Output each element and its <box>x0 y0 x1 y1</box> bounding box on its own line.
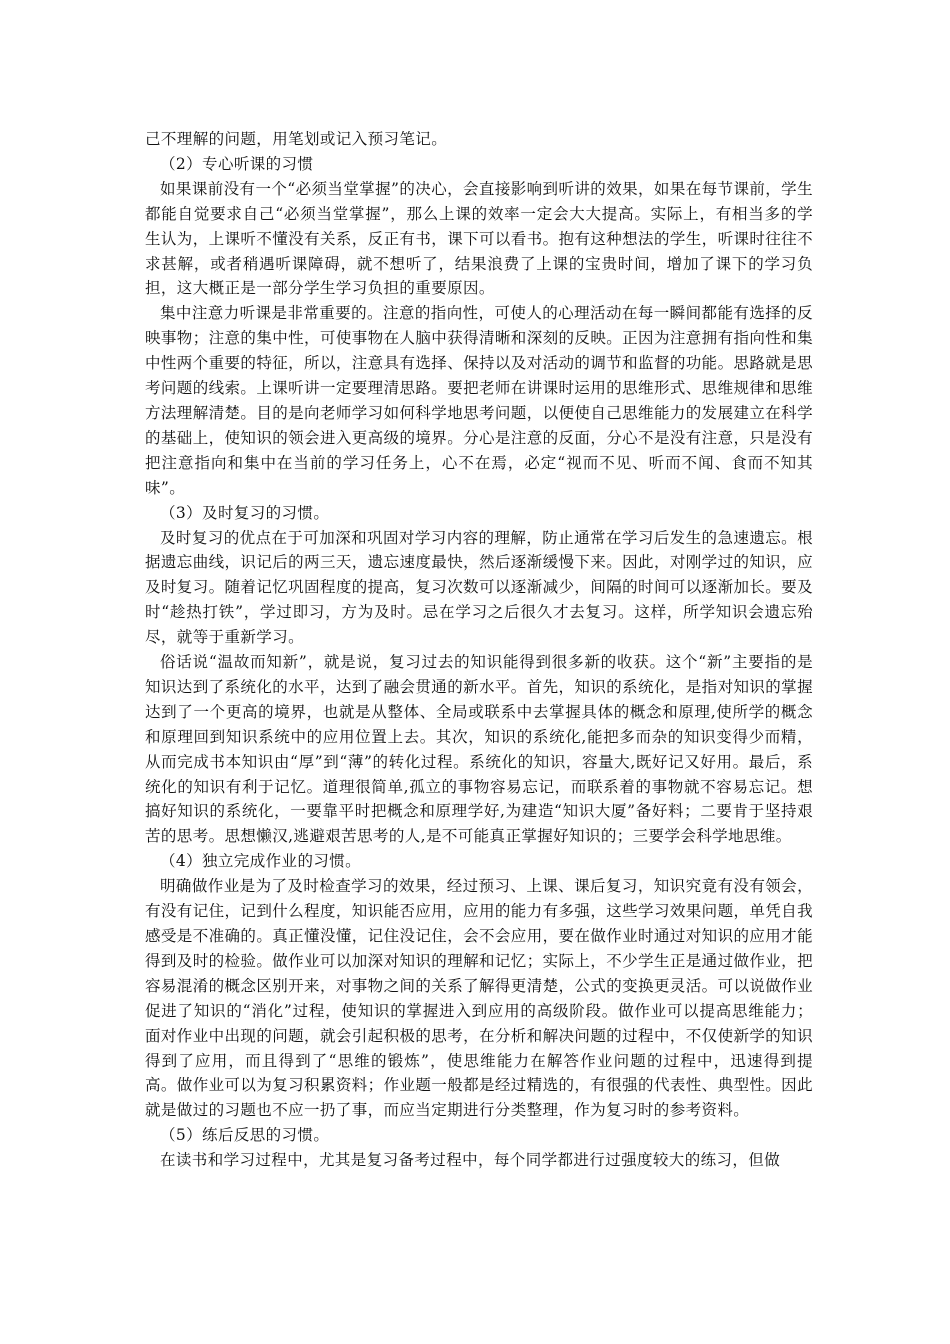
paragraph: 俗话说“温故而知新”，就是说，复习过去的知识能得到很多新的收获。这个“新”主要指的是知识达到了系统化的水平，达到了融会贯通的新水平。首先，知识的系统化，是指对知识的掌握达到了一个更高的境界，也就是从整体、全局或联系中去掌握具体的概念和原理,使所学的概念和原理回到知识系统中的应用位置上去。其次，知识的系统化,能把多而杂的知识变得少而精，从而完成书本知识由“厚”到“薄”的转化过程。系统化的知识，容量大,既好记又好用。最后，系统化的知识有利于记忆。道理很简单,孤立的事物容易忘记，而联系着的事物就不容易忘记。想搞好知识的系统化，一要靠平时把概念和原理学好,为建造“知识大厦”备好料；二要肯于坚持艰苦的思考。思想懒汉,逃避艰苦思考的人,是不可能真正掌握好知识的；三要学会科学地思维。 <box>145 653 813 846</box>
paragraph: 明确做作业是为了及时检查学习的效果，经过预习、上课、课后复习，知识究竟有没有领会，有没有记住，记到什么程度，知识能否应用，应用的能力有多强，这些学习效果问题，单凭自我感受是不准确的。真正懂没懂，记住没记住，会不会应用，要在做作业时通过对知识的应用才能得到及时的检验。做作业可以加深对知识的理解和记忆；实际上，不少学生正是通过做作业，把容易混淆的概念区别开来，对事物之间的关系了解得更清楚，公式的变换更灵活。可以说做作业促进了知识的“消化”过程，使知识的掌握进入到应用的高级阶段。做作业可以提高思维能力；面对作业中出现的问题，就会引起积极的思考，在分析和解决问题的过程中，不仅使新学的知识得到了应用，而且得到了“思维的锻炼”，使思维能力在解答作业问题的过程中，迅速得到提高。做作业可以为复习积累资料；作业题一般都是经过精选的，有很强的代表性、典型性。因此就是做过的习题也不应一扔了事，而应当定期进行分类整理，作为复习时的参考资料。 <box>145 877 813 1120</box>
paragraph: 在读书和学习过程中，尤其是复习备考过程中，每个同学都进行过强度较大的练习，但做 <box>160 1151 781 1170</box>
section-heading-3: （3）及时复习的习惯。 <box>160 503 330 522</box>
paragraph-continuation: 己不理解的问题，用笔划或记入预习笔记。 <box>145 130 448 148</box>
paragraph: 如果课前没有一个“必须当堂掌握”的决心，会直接影响到听讲的效果，如果在每节课前，学生都能自觉要求自己“必须当堂掌握”，那么上课的效率一定会大大提高。实际上，有相当多的学生认为，上课听不懂没有关系，反正有书，课下可以看书。抱有这种想法的学生，听课时往往不求甚解，或者稍遇听课障碍，就不想听了，结果浪费了上课的宝贵时间，增加了课下的学习负担，这大概正是一部分学生学习负担的重要原因。 <box>145 179 813 298</box>
section-heading-5: （5）练后反思的习惯。 <box>160 1126 330 1145</box>
document-body <box>145 127 813 1173</box>
paragraph: 及时复习的优点在于可加深和巩固对学习内容的理解，防止通常在学习后发生的急速遗忘。根据遗忘曲线，识记后的两三天，遗忘速度最快，然后逐渐缓慢下来。因此，对刚学过的知识，应及时复习。随着记忆巩固程度的提高，复习次数可以逐渐减少，间隔的时间可以逐渐加长。要及时“趁热打铁”，学过即习，方为及时。忌在学习之后很久才去复习。这样，所学知识会遗忘殆尽，就等于重新学习。 <box>145 528 813 647</box>
section-heading-4: （4）独立完成作业的习惯。 <box>160 852 362 871</box>
paragraph: 集中注意力听课是非常重要的。注意的指向性，可使人的心理活动在每一瞬间都能有选择的反映事物；注意的集中性，可使事物在人脑中获得清晰和深刻的反映。正因为注意拥有指向性和集中性两个重要的特征，所以，注意具有选择、保持以及对活动的调节和监督的功能。思路就是思考问题的线索。上课听讲一定要理清思路。要把老师在讲课时运用的思维形式、思维规律和思维方法理解清楚。目的是向老师学习如何科学地思考问题，以便使自己思维能力的发展建立在科学的基础上，使知识的领会进入更高级的境界。分心是注意的反面，分心不是没有注意，只是没有把注意指向和集中在当前的学习任务上，心不在焉，必定“视而不见、听而不闻、食而不知其味”。 <box>145 304 813 497</box>
section-heading-2: （2）专心听课的习惯 <box>160 154 314 173</box>
